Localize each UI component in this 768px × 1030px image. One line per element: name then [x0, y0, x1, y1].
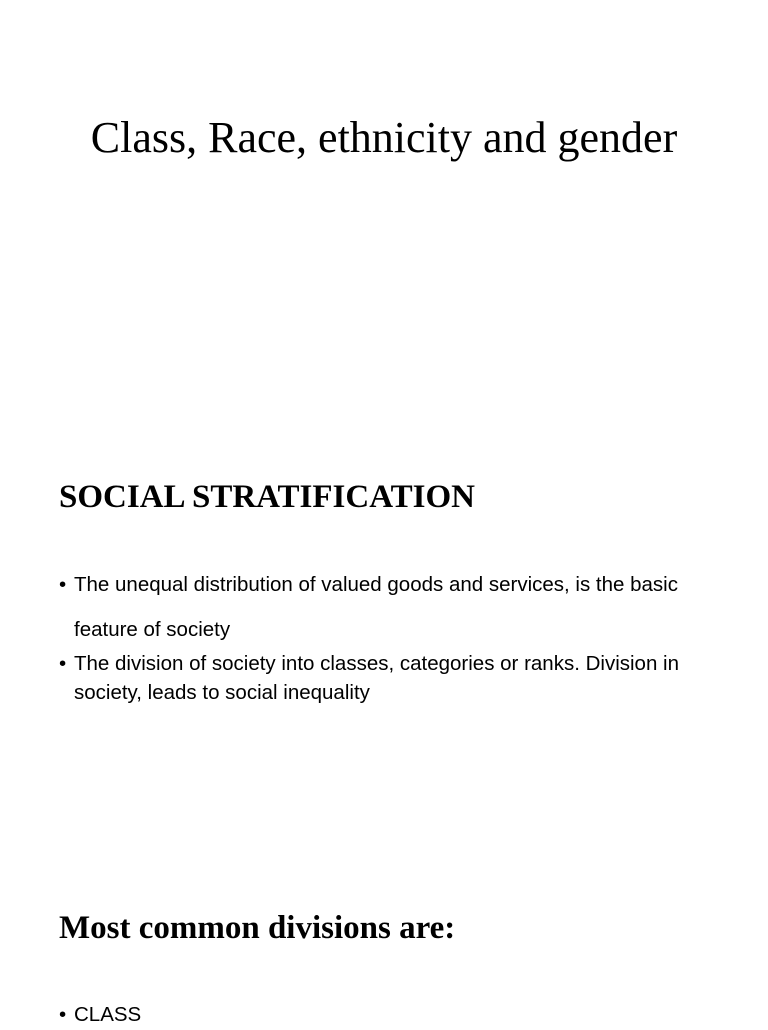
bullet-text: The division of society into classes, categories or ranks. Division in society, leads to social inequality [74, 652, 680, 704]
bullet-list [59, 1000, 141, 1030]
bullet-text: CLASS [74, 1003, 142, 1026]
slide-title [0, 0, 768, 384]
bullet-list [59, 566, 719, 707]
bullet-item [59, 1000, 141, 1030]
bullet-dot-icon: • [59, 652, 67, 675]
slide-heading: SOCIAL STRATIFICATION [59, 479, 475, 515]
bullet-item [59, 562, 719, 652]
bullet-dot-icon: • [59, 1003, 67, 1026]
slide-heading: Most common divisions are: [59, 910, 456, 946]
bullet-text: The unequal distribution of valued goods and services, is the basic feature of society [74, 573, 678, 641]
bullet-dot-icon: • [59, 573, 67, 596]
slide-common-divisions [0, 768, 768, 1024]
slide-social-stratification [0, 384, 768, 768]
slide-title-text: Class, Race, ethnicity and gender [90, 113, 678, 162]
bullet-item [59, 649, 719, 707]
